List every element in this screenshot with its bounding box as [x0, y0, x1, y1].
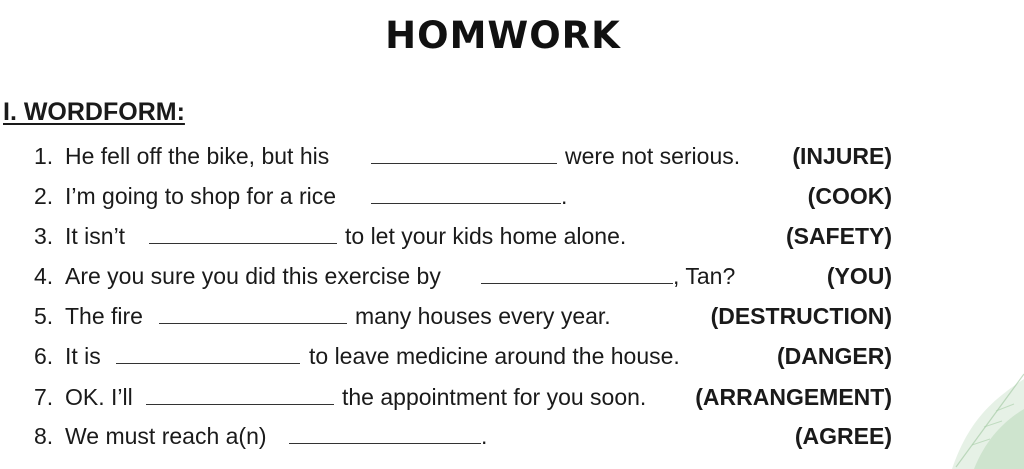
item-text-after: .: [561, 183, 568, 209]
word-hint: (ARRANGEMENT): [695, 384, 892, 410]
item-text-before: Are you sure you did this exercise by: [65, 263, 441, 289]
answer-blank[interactable]: [371, 139, 557, 173]
answer-blank[interactable]: [146, 380, 334, 414]
item-text-after: to leave medicine around the house.: [309, 343, 680, 369]
answer-blank[interactable]: [149, 219, 337, 253]
answer-blank[interactable]: [289, 419, 481, 453]
item-text-before: It isn’t: [65, 223, 126, 249]
item-number: 4.: [34, 263, 54, 289]
word-hint: (COOK): [807, 183, 892, 209]
word-hint: (AGREE): [794, 423, 892, 449]
item-number: 5.: [34, 303, 54, 329]
answer-blank[interactable]: [116, 339, 300, 373]
item-text-before: I’m going to shop for a rice: [65, 183, 337, 209]
item-text-after: to let your kids home alone.: [345, 223, 627, 249]
answer-blank[interactable]: [159, 299, 347, 333]
answer-blank[interactable]: [371, 179, 561, 213]
worksheet-title: HOMWORK: [385, 14, 621, 57]
exercise-item: [0, 139, 1024, 173]
word-hint: (DANGER): [777, 343, 892, 369]
item-text-after: .: [481, 423, 488, 449]
exercise-item: [0, 179, 1024, 213]
answer-blank[interactable]: [481, 259, 673, 293]
exercise-item: [0, 299, 1024, 333]
item-text-before: We must reach a(n): [65, 423, 267, 449]
word-hint: (SAFETY): [785, 223, 892, 249]
exercise-item: [0, 339, 1024, 373]
item-number: 8.: [34, 423, 54, 449]
item-text-before: OK. I’ll: [65, 384, 133, 410]
word-hint: (INJURE): [792, 143, 892, 169]
item-number: 6.: [34, 343, 54, 369]
word-hint: (DESTRUCTION): [710, 303, 892, 329]
item-number: 1.: [34, 143, 54, 169]
item-text-before: He fell off the bike, but his: [65, 143, 330, 169]
section-heading: I. WORDFORM:: [3, 98, 185, 126]
item-number: 3.: [34, 223, 54, 249]
item-text-after: , Tan?: [673, 263, 736, 289]
item-text-before: The fire: [65, 303, 143, 329]
leaf-decoration-icon: [874, 359, 1024, 469]
item-text-after: were not serious.: [565, 143, 741, 169]
item-text-after: many houses every year.: [355, 303, 611, 329]
item-text-before: It is: [65, 343, 101, 369]
exercise-item: [0, 219, 1024, 253]
exercise-item: [0, 380, 1024, 414]
word-hint: (YOU): [826, 263, 892, 289]
exercise-item: [0, 419, 1024, 453]
item-text-after: the appointment for you soon.: [342, 384, 647, 410]
item-number: 2.: [34, 183, 54, 209]
item-number: 7.: [34, 384, 54, 410]
exercise-item: [0, 259, 1024, 293]
